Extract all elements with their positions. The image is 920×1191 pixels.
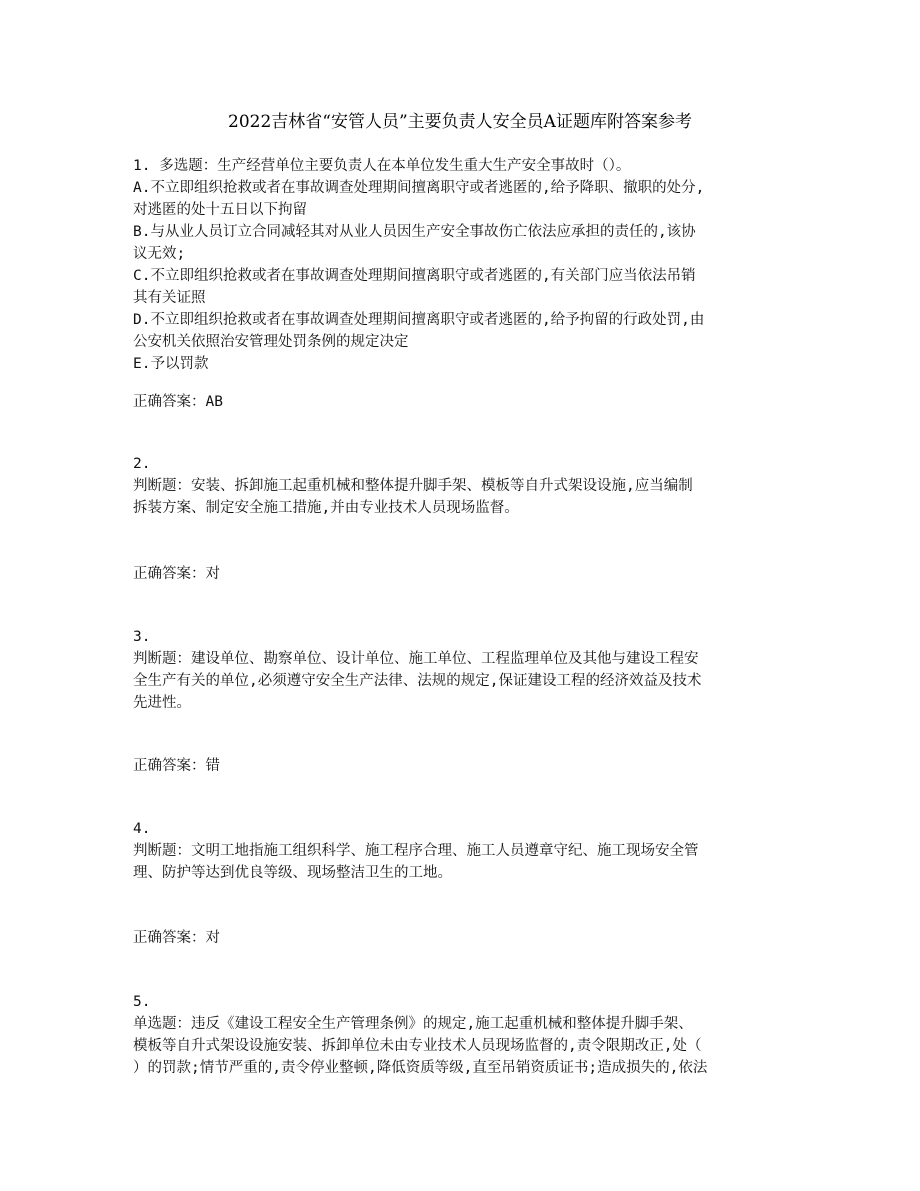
question-3 <box>133 626 813 714</box>
question-2 <box>133 453 813 519</box>
question-5 <box>133 991 813 1079</box>
option-line: 公安机关依照治安管理处罚条例的规定决定 <box>133 334 409 350</box>
option-line: E.予以罚款 <box>133 356 209 372</box>
question-number: 4. <box>133 821 151 837</box>
answer-4: 正确答案：对 <box>133 930 220 946</box>
question-line: 判断题：文明工地指施工组织科学、施工程序合理、施工人员遵章守纪、施工现场安全管 <box>133 843 699 859</box>
option-line: D.不立即组织抢救或者在事故调查处理期间擅离职守或者逃匿的,给予拘留的行政处罚,由 <box>133 312 705 328</box>
option-line: 其有关证照 <box>133 290 206 306</box>
question-1 <box>133 155 813 375</box>
option-line: B.与从业人员订立合同减轻其对从业人员因生产安全事故伤亡依法应承担的责任的,该协 <box>133 224 696 240</box>
answer-3: 正确答案：错 <box>133 758 220 774</box>
question-line: 1. 多选题：生产经营单位主要负责人在本单位发生重大生产安全事故时（）。 <box>133 158 631 174</box>
question-number: 2. <box>133 456 151 472</box>
answer-2: 正确答案：对 <box>133 566 220 582</box>
question-number: 5. <box>133 994 151 1010</box>
option-line: A.不立即组织抢救或者在事故调查处理期间擅离职守或者逃匿的,给予降职、撤职的处分, <box>133 180 705 196</box>
question-line: 理、防护等达到优良等级、现场整洁卫生的工地。 <box>133 865 452 881</box>
question-number: 3. <box>133 629 151 645</box>
question-line: 模板等自升式架设设施安装、拆卸单位未由专业技术人员现场监督的,责令限期改正,处（ <box>133 1038 702 1054</box>
option-line: 议无效; <box>133 246 186 262</box>
answer-1: 正确答案：AB <box>133 394 223 410</box>
option-line: 对逃匿的处十五日以下拘留 <box>133 202 307 218</box>
option-line: C.不立即组织抢救或者在事故调查处理期间擅离职守或者逃匿的,有关部门应当依法吊销 <box>133 268 696 284</box>
question-line: 先进性。 <box>133 695 191 711</box>
document-title: 2022吉林省“安管人员”主要负责人安全员A证题库附答案参考 <box>228 112 692 132</box>
question-line: ）的罚款;情节严重的,责令停业整顿,降低资质等级,直至吊销资质证书;造成损失的,依法 <box>133 1060 708 1076</box>
question-line: 单选题：违反《建设工程安全生产管理条例》的规定,施工起重机械和整体提升脚手架、 <box>133 1016 693 1032</box>
question-line: 全生产有关的单位,必须遵守安全生产法律、法规的规定,保证建设工程的经济效益及技术 <box>133 673 702 689</box>
question-line: 判断题：建设单位、勘察单位、设计单位、施工单位、工程监理单位及其他与建设工程安 <box>133 651 699 667</box>
question-4 <box>133 818 813 884</box>
question-line: 拆装方案、制定安全施工措施,并由专业技术人员现场监督。 <box>133 500 519 516</box>
question-line: 判断题：安装、拆卸施工起重机械和整体提升脚手架、模板等自升式架设设施,应当编制 <box>133 478 693 494</box>
